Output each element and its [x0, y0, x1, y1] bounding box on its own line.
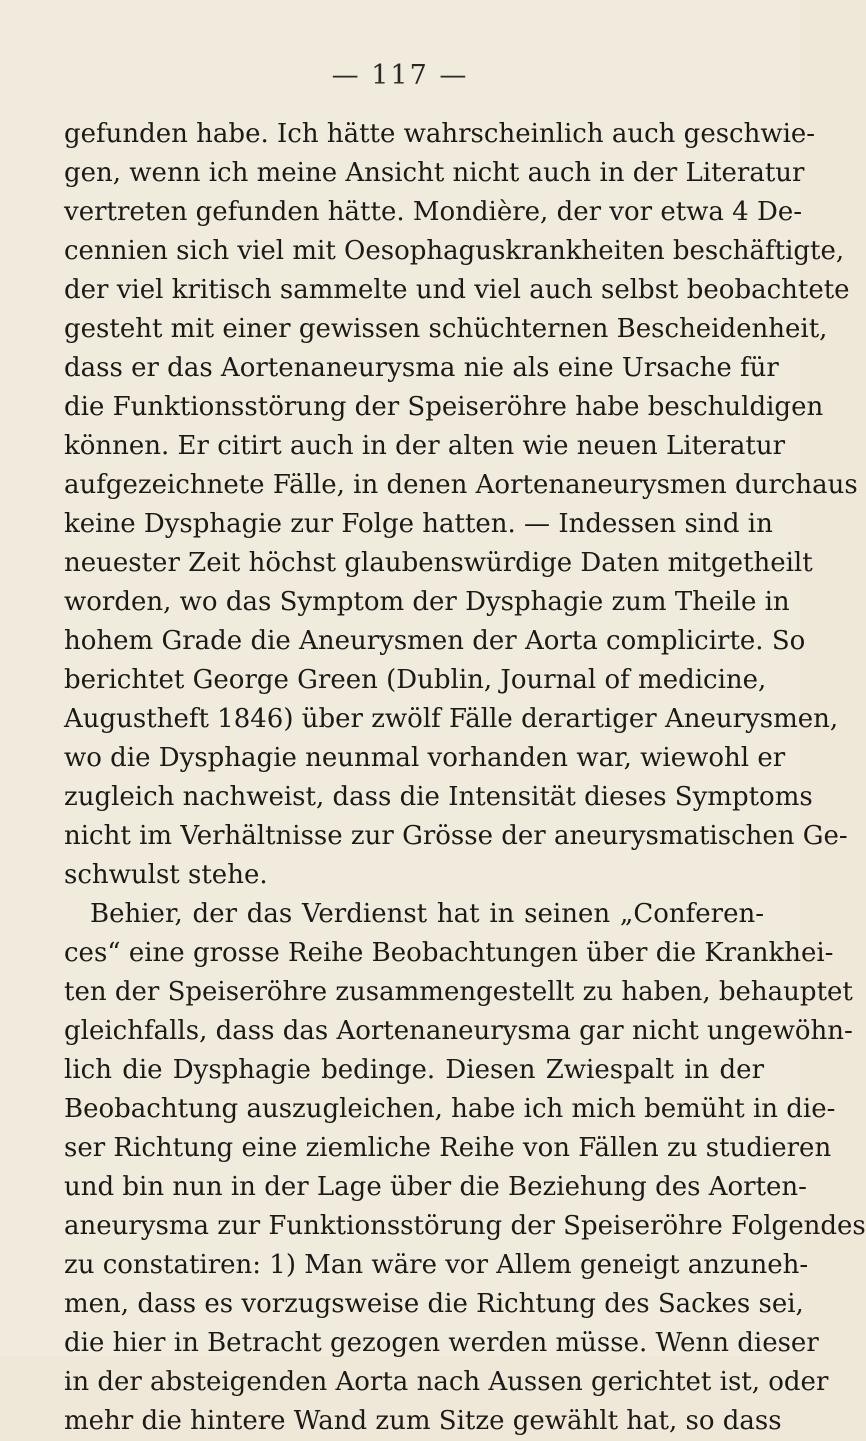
text-line: aneurysma zur Funktionsstörung der Speiseröhre Folgendes	[64, 1211, 866, 1241]
text-line: aufgezeichnete Fälle, in denen Aortenaneurysmen durchaus	[64, 470, 858, 500]
text-line: Beobachtung auszugleichen, habe ich mich bemüht in die-	[64, 1094, 836, 1124]
body-text	[64, 115, 866, 1441]
text-line: gefunden habe. Ich hätte wahrscheinlich auch geschwie-	[64, 119, 816, 149]
text-line: die hier in Betracht gezogen werden müsse. Wenn dieser	[64, 1328, 819, 1358]
text-line: wo die Dysphagie neunmal vorhanden war, wiewohl er	[64, 743, 786, 773]
text-line: die Funktionsstörung der Speiseröhre habe beschuldigen	[64, 392, 824, 422]
text-line: in der absteigenden Aorta nach Aussen gerichtet ist, oder	[64, 1367, 829, 1397]
text-line: Augustheft 1846) über zwölf Fälle derartiger Aneurysmen,	[64, 704, 839, 734]
text-line: keine Dysphagie zur Folge hatten. — Indessen sind in	[64, 509, 773, 539]
text-line: ten der Speiseröhre zusammengestellt zu haben, behauptet	[64, 977, 853, 1007]
text-line: können. Er citirt auch in der alten wie neuen Literatur	[64, 431, 786, 461]
text-line: nicht im Verhältnisse zur Grösse der aneurysmatischen Ge-	[64, 821, 848, 851]
text-line: gesteht mit einer gewissen schüchternen Bescheidenheit,	[64, 314, 828, 344]
text-line: neuester Zeit höchst glaubenswürdige Daten mitgetheilt	[64, 548, 813, 578]
text-line: worden, wo das Symptom der Dysphagie zum Theile in	[64, 587, 790, 617]
text-line: men, dass es vorzugsweise die Richtung des Sackes sei,	[64, 1289, 804, 1319]
text-line: hohem Grade die Aneurysmen der Aorta complicirte. So	[64, 626, 806, 656]
text-line: berichtet George Green (Dublin, Journal of medicine,	[64, 665, 767, 695]
text-line: Behier, der das Verdienst hat in seinen „Conferen-	[90, 899, 764, 929]
text-line: dass er das Aortenaneurysma nie als eine Ursache für	[64, 353, 779, 383]
text-line: zu constatiren: 1) Man wäre vor Allem geneigt anzuneh-	[64, 1250, 809, 1280]
text-line: lich die Dysphagie bedinge. Diesen Zwiespalt in der	[64, 1055, 764, 1085]
page-number-header: — 117 —	[331, 60, 469, 91]
text-line: schwulst stehe.	[64, 860, 268, 890]
text-line: ces“ eine grosse Reihe Beobachtungen über die Krankhei-	[64, 938, 834, 968]
text-line: gleichfalls, dass das Aortenaneurysma gar nicht ungewöhn-	[64, 1016, 853, 1046]
text-line: zugleich nachweist, dass die Intensität dieses Symptoms	[64, 782, 813, 812]
text-line: ser Richtung eine ziemliche Reihe von Fällen zu studieren	[64, 1133, 832, 1163]
text-line: der viel kritisch sammelte und viel auch selbst beobachtete	[64, 275, 850, 305]
text-line: gen, wenn ich meine Ansicht nicht auch in der Literatur	[64, 158, 805, 188]
text-line: vertreten gefunden hätte. Mondière, der vor etwa 4 De-	[64, 197, 803, 227]
text-line: cennien sich viel mit Oesophaguskrankheiten beschäftigte,	[64, 236, 845, 266]
text-line: und bin nun in der Lage über die Beziehung des Aorten-	[64, 1172, 807, 1202]
text-line: mehr die hintere Wand zum Sitze gewählt hat, so dass	[64, 1406, 782, 1436]
